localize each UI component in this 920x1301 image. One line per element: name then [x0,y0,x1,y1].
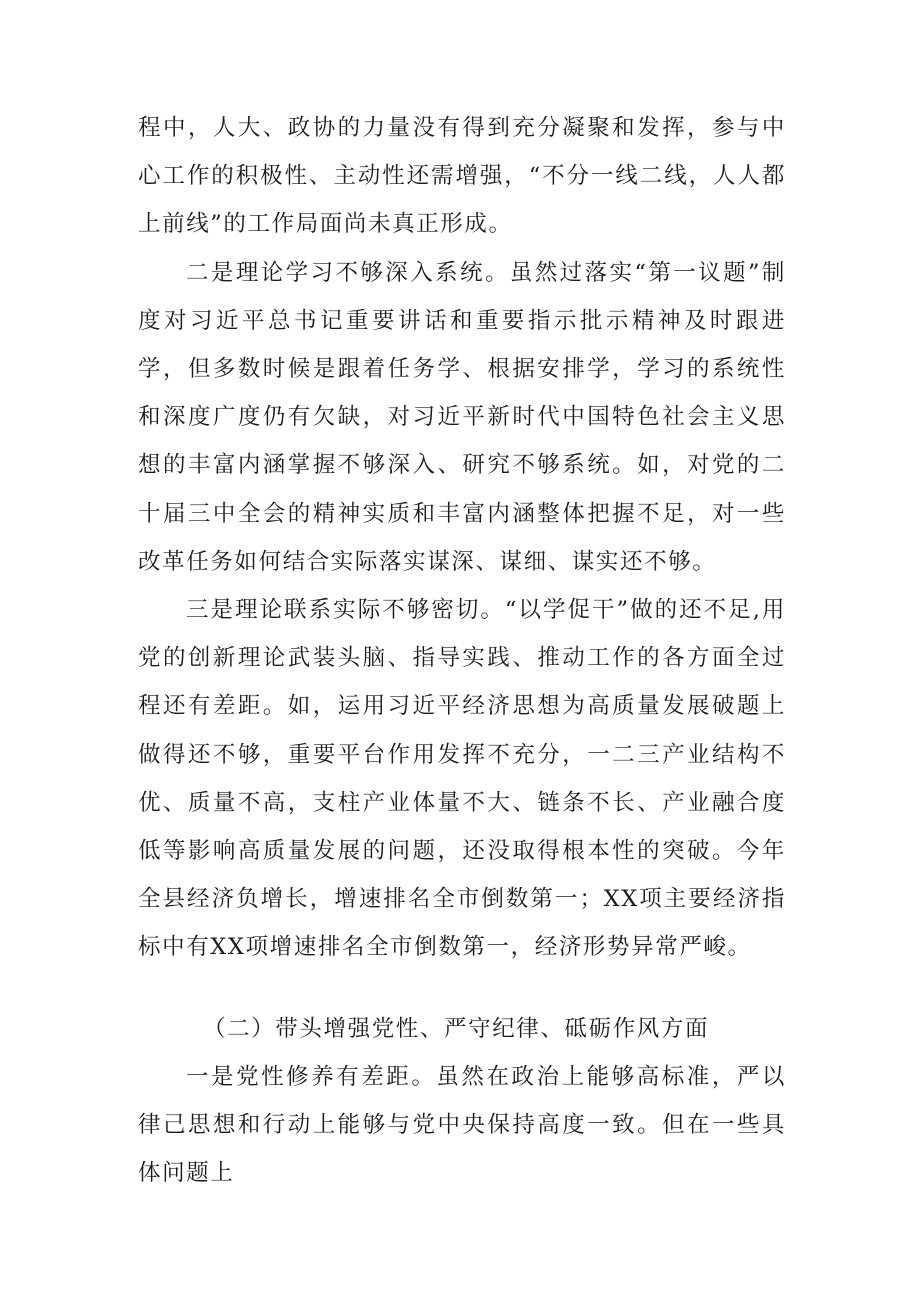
paragraph-theory-study: 二是理论学习不够深入系统。虽然过落实“第一议题”制度对习近平总书记重要讲话和重要指示批示精神及时跟进学，但多数时候是跟着任务学、根据安排学，学习的系统性和深度广度仍有欠缺，对习近平新时代中国特色社会主义思想的丰富内涵掌握不够深入、研究不够系统。如，对党的二十届三中全会的精神实质和丰富内涵整体把握不足，对一些改革任务如何结合实际落实谋深、谋细、谋实还不够。 [138,259,786,575]
section-heading: （二）带头增强党性、严守纪律、砥砺作风方面 [203,1015,710,1042]
paragraph-theory-practice: 三是理论联系实际不够密切。“以学促干”做的还不足,用党的创新理论武装头脑、指导实践、推动工作的各方面全过程还有差距。如，运用习近平经济思想为高质量发展破题上做得还不够，重要平台作用发挥不充分，一二三产业结构不优、质量不高，支柱产业体量不大、链条不长、产业融合度低等影响高质量发展的问题，还没取得根本性的突破。今年全县经济负增长，增速排名全市倒数第一；XX项主要经济指标中有XX项增速排名全市倒数第一，经济形势异常严峻。 [138,597,786,961]
paragraph-party-spirit: 一是党性修养有差距。虽然在政治上能够高标准，严以律己思想和行动上能够与党中央保持高度一致。但在一些具体问题上 [138,1063,786,1187]
document-body [138,104,786,1197]
paragraph-continuation: 程中，人大、政协的力量没有得到充分凝聚和发挥，参与中心工作的积极性、主动性还需增强，“不分一线二线，人人都上前线”的工作局面尚未真正形成。 [138,115,786,238]
